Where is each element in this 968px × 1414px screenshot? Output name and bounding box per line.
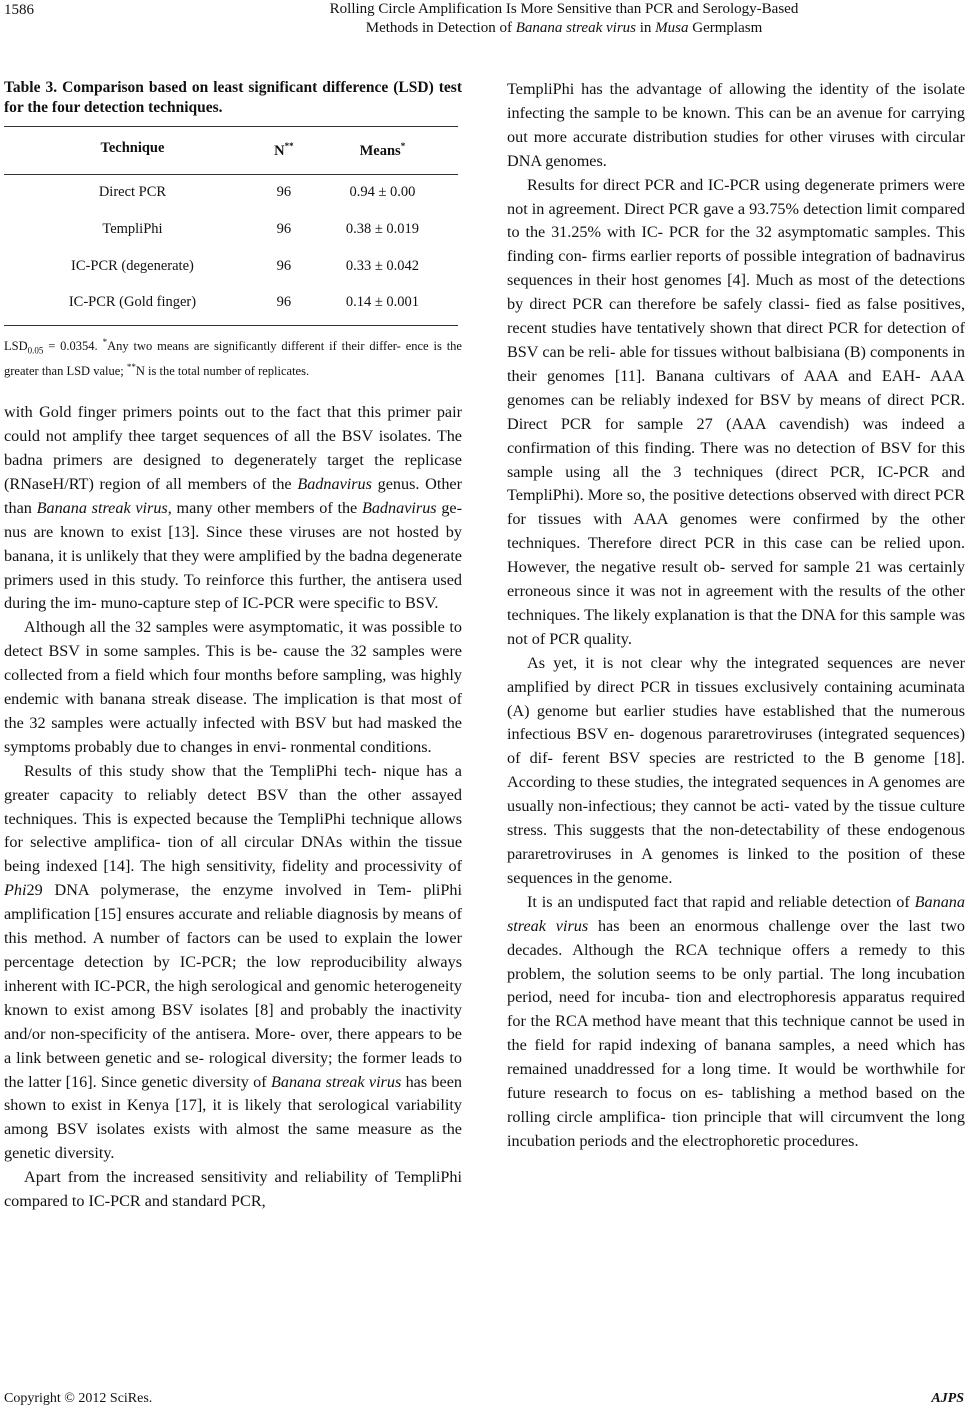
- right-column: [507, 78, 965, 1154]
- lsd-table: [4, 126, 458, 326]
- cell-n: 96: [276, 220, 292, 237]
- cell-technique: TempliPhi: [102, 220, 163, 237]
- paragraph: Apart from the increased sensitivity and reliability of TempliPhi compared to IC-PCR and standard PCR,: [4, 1168, 462, 1211]
- left-column: [4, 78, 462, 1214]
- cell-n: 96: [276, 183, 292, 200]
- cell-means: 0.33 ± 0.042: [345, 257, 420, 274]
- paragraph: TempliPhi has the advantage of allowing the identity of the isolate infecting the sample to be known. This can be an avenue for carrying out more accurate distribution studies for other viruses with circular DNA genomes.: [507, 80, 965, 170]
- cell-means: 0.94 ± 0.00: [349, 183, 416, 200]
- cell-technique: IC-PCR (degenerate): [71, 257, 194, 274]
- cell-n: 96: [276, 257, 292, 274]
- footer-journal: AJPS: [931, 1391, 964, 1406]
- table-row: [4, 212, 458, 249]
- left-body: [4, 401, 462, 1214]
- cell-means: 0.38 ± 0.019: [345, 220, 420, 237]
- footer-copyright: Copyright © 2012 SciRes.: [4, 1391, 153, 1406]
- paragraph: Results for direct PCR and IC-PCR using degenerate primers were not in agreement. Direct PCR gave a 93.75% detection limit compared to the 31.25% with IC- PCR for the 32 asymptomatic samples. This finding con- firms earlier reports of possible integration of badnavirus sequences in their host genomes [4]. Much as most of the detections by direct PCR can therefore be safely classi- fied as false positives, recent studies have tentatively shown that direct PCR for detection of BSV can be reli- able for tissues without balbisiana (B) components in their genomes [11]. Banana cultivars of AAA and EAH- AAA genomes can be reliably indexed for BSV by means of direct PCR. Direct PCR for sample 27 (AAA cavendish) was indeed a confirmation of this finding. There was no detection of BSV for this sample using all the 3 techniques (direct PCR, IC-PCR and TempliPhi). More so, the positive detections observed with direct PCR for tissues with AAA genomes were confirmed by the other techniques. Therefore direct PCR in this case can be relied upon. However, the negative result ob- served for sample 21 was certainly erroneous since it was not in agreement with the results of the other techniques. The likely explanation is that the DNA for this sample was not of PCR quality.: [507, 175, 965, 648]
- cell-n: 96: [261, 285, 307, 325]
- table-caption: Table 3. Comparison based on least significant difference (LSD) test for the four detection techniques.: [4, 79, 462, 116]
- cell-technique: IC-PCR (Gold finger): [4, 285, 261, 325]
- running-header-line2: Methods in Detection of Banana streak virus in Musa Germplasm: [365, 20, 763, 36]
- table-row: [4, 249, 458, 286]
- paragraph: As yet, it is not clear why the integrated sequences are never amplified by direct PCR in tissues exclusively containing acuminata (A) genome but earlier studies have established that the numerous infectious BSV en- dogenous pararetroviruses (integrated sequences) of dif- ferent BSV species are restricted to the B genome [18]. According to these studies, the integrated sequences in A genomes are usually non-infectious; they cannot be acti- vated by the tissue culture stress. This suggests that the non-detectability of these endogenous pararetroviruses in A genomes is linked to the position of these sequences in the genome.: [507, 653, 965, 887]
- cell-technique: Direct PCR: [98, 183, 167, 200]
- paragraph: It is an undisputed fact that rapid and reliable detection of Banana streak virus has been an enormous challenge over the last two decades. Although the RCA technique offers a remedy to this problem, the solution seems to be only partial. The long incubation period, need for incuba- tion and electrophoresis apparatus required for the RCA method have meant that this technique cannot be used in the field for rapid indexing of banana samples, a need which has remained unaddressed for a long time. It would be worthwhile for future research to focus on es- tablishing a method based on the rolling circle amplifica- tion principle that will circumvent the long incubation periods and the electrophoretic procedures.: [507, 892, 965, 1150]
- paragraph: Although all the 32 samples were asymptomatic, it was possible to detect BSV in some samples. This is be- cause the 32 samples were collected from a field which four months before sampling, was highly endemic with banana streak disease. The implication is that most of the 32 samples were actually infected with BSV but had masked the symptoms probably due to changes in envi- ronmental conditions.: [4, 618, 462, 756]
- paragraph: with Gold finger primers points out to the fact that this primer pair could not amplify thee target sequences of all the BSV isolates. The badna primers are designed to degenerately target the replicase (RNaseH/RT) region of all members of the Badnavirus genus. Other than Banana streak virus, many other members of the Badnavirus ge- nus are known to exist [13]. Since these viruses are not hosted by banana, it is unlikely that they were amplified by the badna degenerate primers used in this study. To reinforce this further, the antisera used during the im- muno-capture step of IC-PCR were specific to BSV.: [4, 403, 463, 613]
- table-footnote: $LSD_{0.05} = 0.0354$. *Any two means are significantly different if their differ- ence is the greater than LSD value; **N is the total number of replicates.: [4, 337, 462, 379]
- running-header: [160, 0, 968, 38]
- header-technique: Technique: [4, 127, 261, 175]
- paragraph: Results of this study show that the TempliPhi tech- nique has a greater capacity to reliably detect BSV than the other assayed techniques. This is expected because the TempliPhi technique allows for selective amplifica- tion of all circular DNAs within the tissue being indexed [14]. The high sensitivity, fidelity and processivity of Phi29 DNA polymerase, the enzyme involved in Tem- pliPhi amplification [15] ensures accurate and reliable diagnosis by means of this method. A number of factors can be used to explain the lower percentage detection by IC-PCR; the low reproducibility always inherent with IC-PCR, the high serological and genomic heterogeneity known to exist among BSV isolates [8] and probably the inactivity and/or non-specificity of the antisera. More- over, there appears to be a link between genetic and se- rological diversity; the former leads to the latter [16]. Since genetic diversity of Banana streak virus has been shown to exist in Kenya [17], it is likely that serological variability among BSV isolates exists with almost the same measure as the genetic diversity.: [4, 761, 462, 1163]
- table-row: [4, 174, 458, 211]
- header-n: N**: [261, 127, 307, 175]
- table-header-row: [4, 127, 458, 175]
- running-header-line1: Rolling Circle Amplification Is More Sensitive than PCR and Serology-Based: [329, 1, 799, 17]
- page-number: 1586: [4, 2, 34, 18]
- cell-means: 0.14 ± 0.001: [307, 285, 458, 325]
- table-row: [4, 285, 458, 325]
- header-means: Means*: [307, 127, 458, 175]
